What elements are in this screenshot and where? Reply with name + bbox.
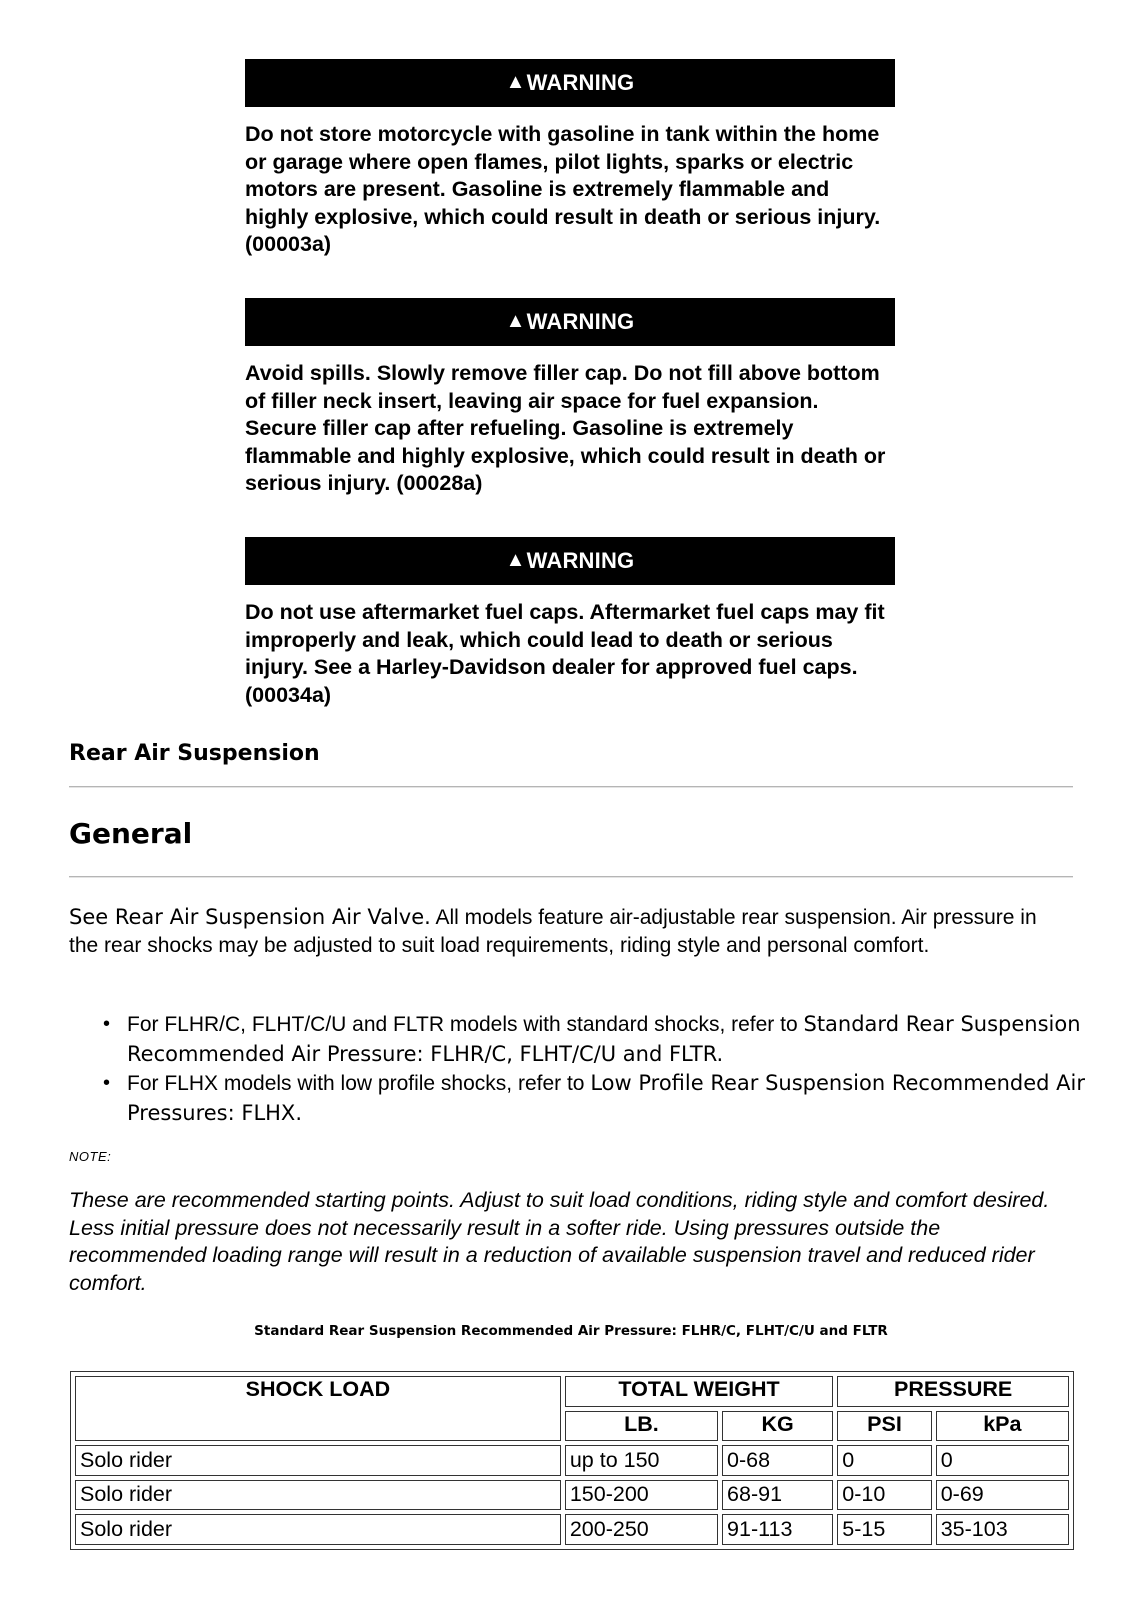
divider: [69, 876, 1073, 878]
intro-text: All models feature air-adjustable rear suspension. Air pressure in the rear shocks may be adjusted to suit load requirements, riding style and personal comfort.: [69, 906, 1037, 957]
table-title: Standard Rear Suspension Recommended Air Pressure: FLHR/C, FLHT/C/U and FLTR: [254, 1323, 888, 1339]
header-kpa: kPa: [936, 1411, 1069, 1442]
warning-triangle-icon: ▲: [505, 70, 526, 93]
air-pressure-table: [70, 1371, 1074, 1550]
cell-kg: 68-91: [722, 1480, 833, 1511]
warning-block-2: [245, 298, 895, 498]
cell-shock-load: Solo rider: [75, 1445, 561, 1476]
header-psi: PSI: [837, 1411, 931, 1442]
cross-reference-link[interactable]: See Rear Air Suspension Air Valve.: [69, 905, 431, 929]
warning-text: Do not use aftermarket fuel caps. Aftermarket fuel caps may fit improperly and leak, which could lead to death or serious injury. See a Harley-Davidson dealer for approved fuel caps. (00034a): [245, 600, 885, 707]
table-row: [75, 1514, 1069, 1545]
cell-psi: 0: [837, 1445, 931, 1476]
cell-kpa: 0-69: [936, 1480, 1069, 1511]
subsection-heading: General: [69, 817, 193, 850]
cross-reference-link[interactable]: Low Profile Rear Suspension Recommended Air Pressures: FLHX.: [127, 1071, 1086, 1125]
warning-triangle-icon: ▲: [505, 548, 526, 571]
list-item: [127, 1069, 1127, 1128]
cell-kg: 91-113: [722, 1514, 833, 1545]
cell-kpa: 0: [936, 1445, 1069, 1476]
note-text: These are recommended starting points. Adjust to suit load conditions, riding style and comfort desired. Less initial pressure does not necessarily result in a softer ride. Using pressures outside the recommended loading range will result in a reduction of available suspension travel and reduced rider comfort.: [69, 1188, 1050, 1295]
cell-lb: 150-200: [565, 1480, 718, 1511]
warning-label: WARNING: [526, 548, 635, 573]
header-pressure: PRESSURE: [837, 1376, 1069, 1407]
cell-lb: 200-250: [565, 1514, 718, 1545]
cell-psi: 5-15: [837, 1514, 931, 1545]
list-item: [127, 1010, 1127, 1069]
divider: [69, 786, 1073, 788]
warning-text: Avoid spills. Slowly remove filler cap. Do not fill above bottom of filler neck insert, leaving air space for fuel expansion. Secure filler cap after refueling. Gasoline is extremely flammable and highly explosive, which could result in death or serious injury. (00028a): [245, 361, 886, 495]
header-kg: KG: [722, 1411, 833, 1442]
warning-banner: [245, 59, 895, 107]
header-total-weight: TOTAL WEIGHT: [565, 1376, 833, 1407]
warning-text: Do not store motorcycle with gasoline in tank within the home or garage where open flames, pilot lights, sparks or electric motors are present. Gasoline is extremely flammable and highly explosive, which could result in death or serious injury. (00003a): [245, 122, 881, 256]
warning-block-1: [245, 59, 895, 259]
intro-paragraph: [69, 904, 1069, 959]
list-item-text: For FLHX models with low profile shocks, refer to: [127, 1072, 591, 1095]
warning-label: WARNING: [526, 70, 635, 95]
reference-list: [69, 1010, 1127, 1128]
cell-lb: up to 150: [565, 1445, 718, 1476]
cell-kg: 0-68: [722, 1445, 833, 1476]
warning-banner: [245, 298, 895, 346]
note-label: NOTE:: [69, 1149, 112, 1164]
cell-shock-load: Solo rider: [75, 1480, 561, 1511]
cross-reference-link[interactable]: Standard Rear Suspension Recommended Air Pressure: FLHR/C, FLHT/C/U and FLTR.: [127, 1012, 1081, 1066]
warning-triangle-icon: ▲: [505, 309, 526, 332]
list-item-text: For FLHR/C, FLHT/C/U and FLTR models with standard shocks, refer to: [127, 1013, 804, 1036]
cell-shock-load: Solo rider: [75, 1514, 561, 1545]
header-shock-load: SHOCK LOAD: [75, 1376, 561, 1441]
warning-banner: [245, 537, 895, 585]
table-container: [70, 1371, 1074, 1600]
cell-psi: 0-10: [837, 1480, 931, 1511]
warning-label: WARNING: [526, 309, 635, 334]
header-lb: LB.: [565, 1411, 718, 1442]
warning-block-3: [245, 537, 895, 709]
table-row: [75, 1445, 1069, 1476]
cell-kpa: 35-103: [936, 1514, 1069, 1545]
table-row: [75, 1480, 1069, 1511]
section-heading: Rear Air Suspension: [69, 741, 320, 766]
